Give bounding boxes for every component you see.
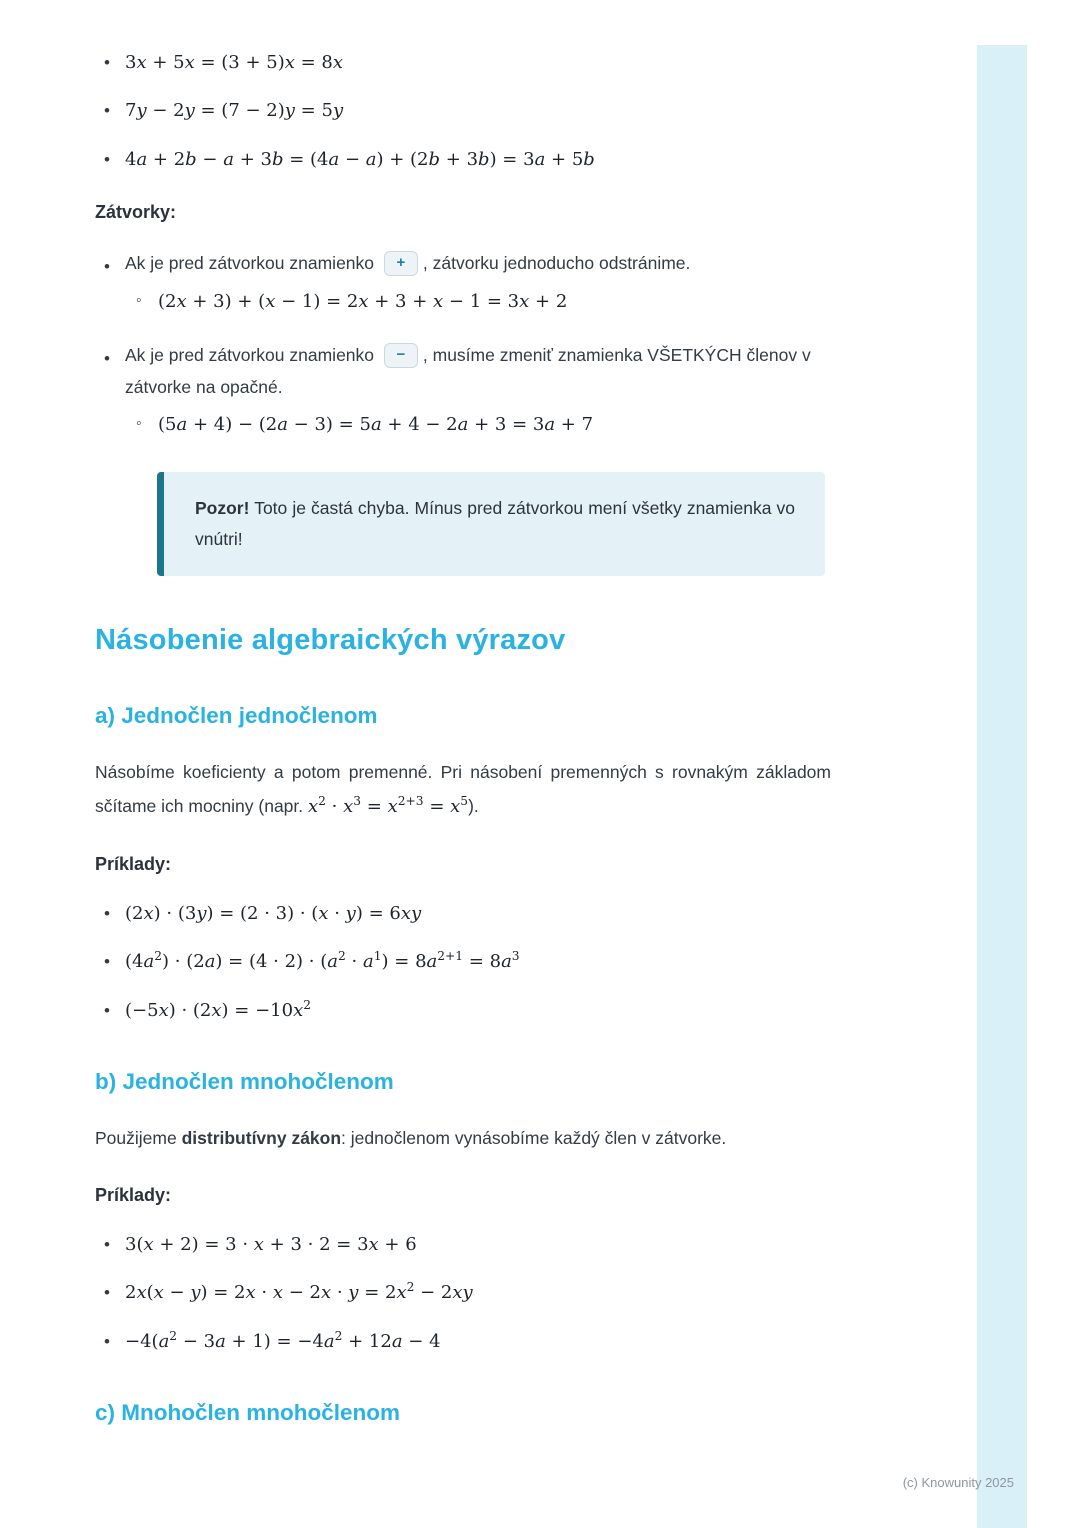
right-margin-stripe (977, 45, 1027, 1528)
subsection-a-paragraph (95, 755, 831, 824)
rule-example-item (158, 411, 831, 438)
rule-text-before: Ak je pred zátvorkou znamienko (125, 253, 379, 274)
math-example-item (125, 901, 831, 926)
plus-badge: + (384, 251, 418, 276)
math-example-item (125, 50, 831, 75)
section-title: Násobenie algebraických výrazov (95, 623, 566, 656)
examples-label-b: Príklady: (95, 1185, 172, 1206)
rule-sub-list (125, 288, 831, 315)
subsection-c-heading: c) Mnohočlen mnohočlenom (95, 1400, 401, 1426)
document-content (95, 44, 831, 1426)
rule-example-item (158, 288, 831, 315)
copyright-text: (c) Knowunity 2025 (902, 1475, 1014, 1490)
minus-badge: − (384, 343, 418, 368)
rule-text-after: , musíme zmeniť znamienka VŠETKÝCH členov v zátvorke na opačné. (125, 344, 811, 397)
rule-list (95, 247, 831, 438)
paragraph-bold: distributívny zákon (181, 1127, 342, 1148)
rule-text-after: , zátvorku jednoducho odstránime. (422, 253, 691, 274)
math-example-item (125, 147, 831, 172)
math-example-item (125, 98, 831, 123)
math-formula: 4a + 2b − a + 3b = (4a − a) + (2b + 3b) = 3a + 5b (125, 148, 595, 170)
callout-bold-lead: Pozor! (195, 498, 250, 519)
subsection-a-heading: a) Jednočlen jednočlenom (95, 702, 378, 728)
math-example-item (125, 949, 831, 974)
math-example-item (125, 1232, 831, 1257)
subsection-b-heading: b) Jednočlen mnohočlenom (95, 1068, 394, 1094)
math-formula: (5a + 4) − (2a − 3) = 5a + 4 − 2a + 3 = 3a + 7 (158, 414, 594, 436)
rule-item-minus (125, 339, 831, 439)
math-example-item (125, 1280, 831, 1305)
math-formula: 7y − 2y = (7 − 2)y = 5y (125, 100, 344, 122)
rule-text-before: Ak je pred zátvorkou znamienko (125, 344, 379, 365)
paragraph-text-close: ). (468, 795, 479, 816)
math-formula: $-4(a^2 - 3a + 1) = -4a^2 + 12a - 4$ (125, 1328, 441, 1352)
paragraph-text: Použijeme (95, 1127, 182, 1148)
rule-sub-list (125, 411, 831, 438)
callout-text: Toto je častá chyba. Mínus pred zátvorkou mení všetky znamienka vo vnútri! (195, 498, 795, 549)
math-formula: (2x) · (3y) = (2 · 3) · (x · y) = 6xy (125, 902, 422, 924)
math-formula: (2x + 3) + (x − 1) = 2x + 3 + x − 1 = 3x + 2 (158, 290, 568, 312)
warning-callout (157, 472, 825, 575)
paragraph-text: Násobíme koeficienty a potom premenné. Pri násobení premenných s rovnakým základom sčítame ich mocniny (napr. (95, 761, 831, 816)
subsection-b-paragraph (95, 1121, 831, 1155)
math-example-item (125, 998, 831, 1023)
inline-math: $x^2 \cdot x^3 = x^{2+3} = x^5$ (308, 793, 469, 817)
math-example-item (125, 1329, 831, 1354)
math-formula: $(4a^2) \cdot (2a) = (4 \cdot 2) \cdot (a^2 \cdot a^1) = 8a^{2+1} = 8a^3$ (125, 949, 520, 973)
paragraph-text-after: : jednočlenom vynásobíme každý člen v zátvorke. (341, 1127, 727, 1148)
rule-item-plus (125, 247, 831, 314)
math-formula: $(-5x) \cdot (2x) = -10x^2$ (125, 997, 312, 1021)
intro-example-list (95, 50, 831, 172)
examples-label-a: Príklady: (95, 853, 172, 874)
zatvorky-heading: Zátvorky: (95, 202, 177, 223)
math-formula: 3x + 5x = (3 + 5)x = 8x (125, 52, 344, 73)
examples-list-a (95, 901, 831, 1023)
math-formula: $2x(x - y) = 2x \cdot x - 2x \cdot y = 2x^2 - 2xy$ (125, 1280, 473, 1304)
math-formula: 3(x + 2) = 3 · x + 3 · 2 = 3x + 6 (125, 1234, 417, 1256)
examples-list-b (95, 1232, 831, 1354)
